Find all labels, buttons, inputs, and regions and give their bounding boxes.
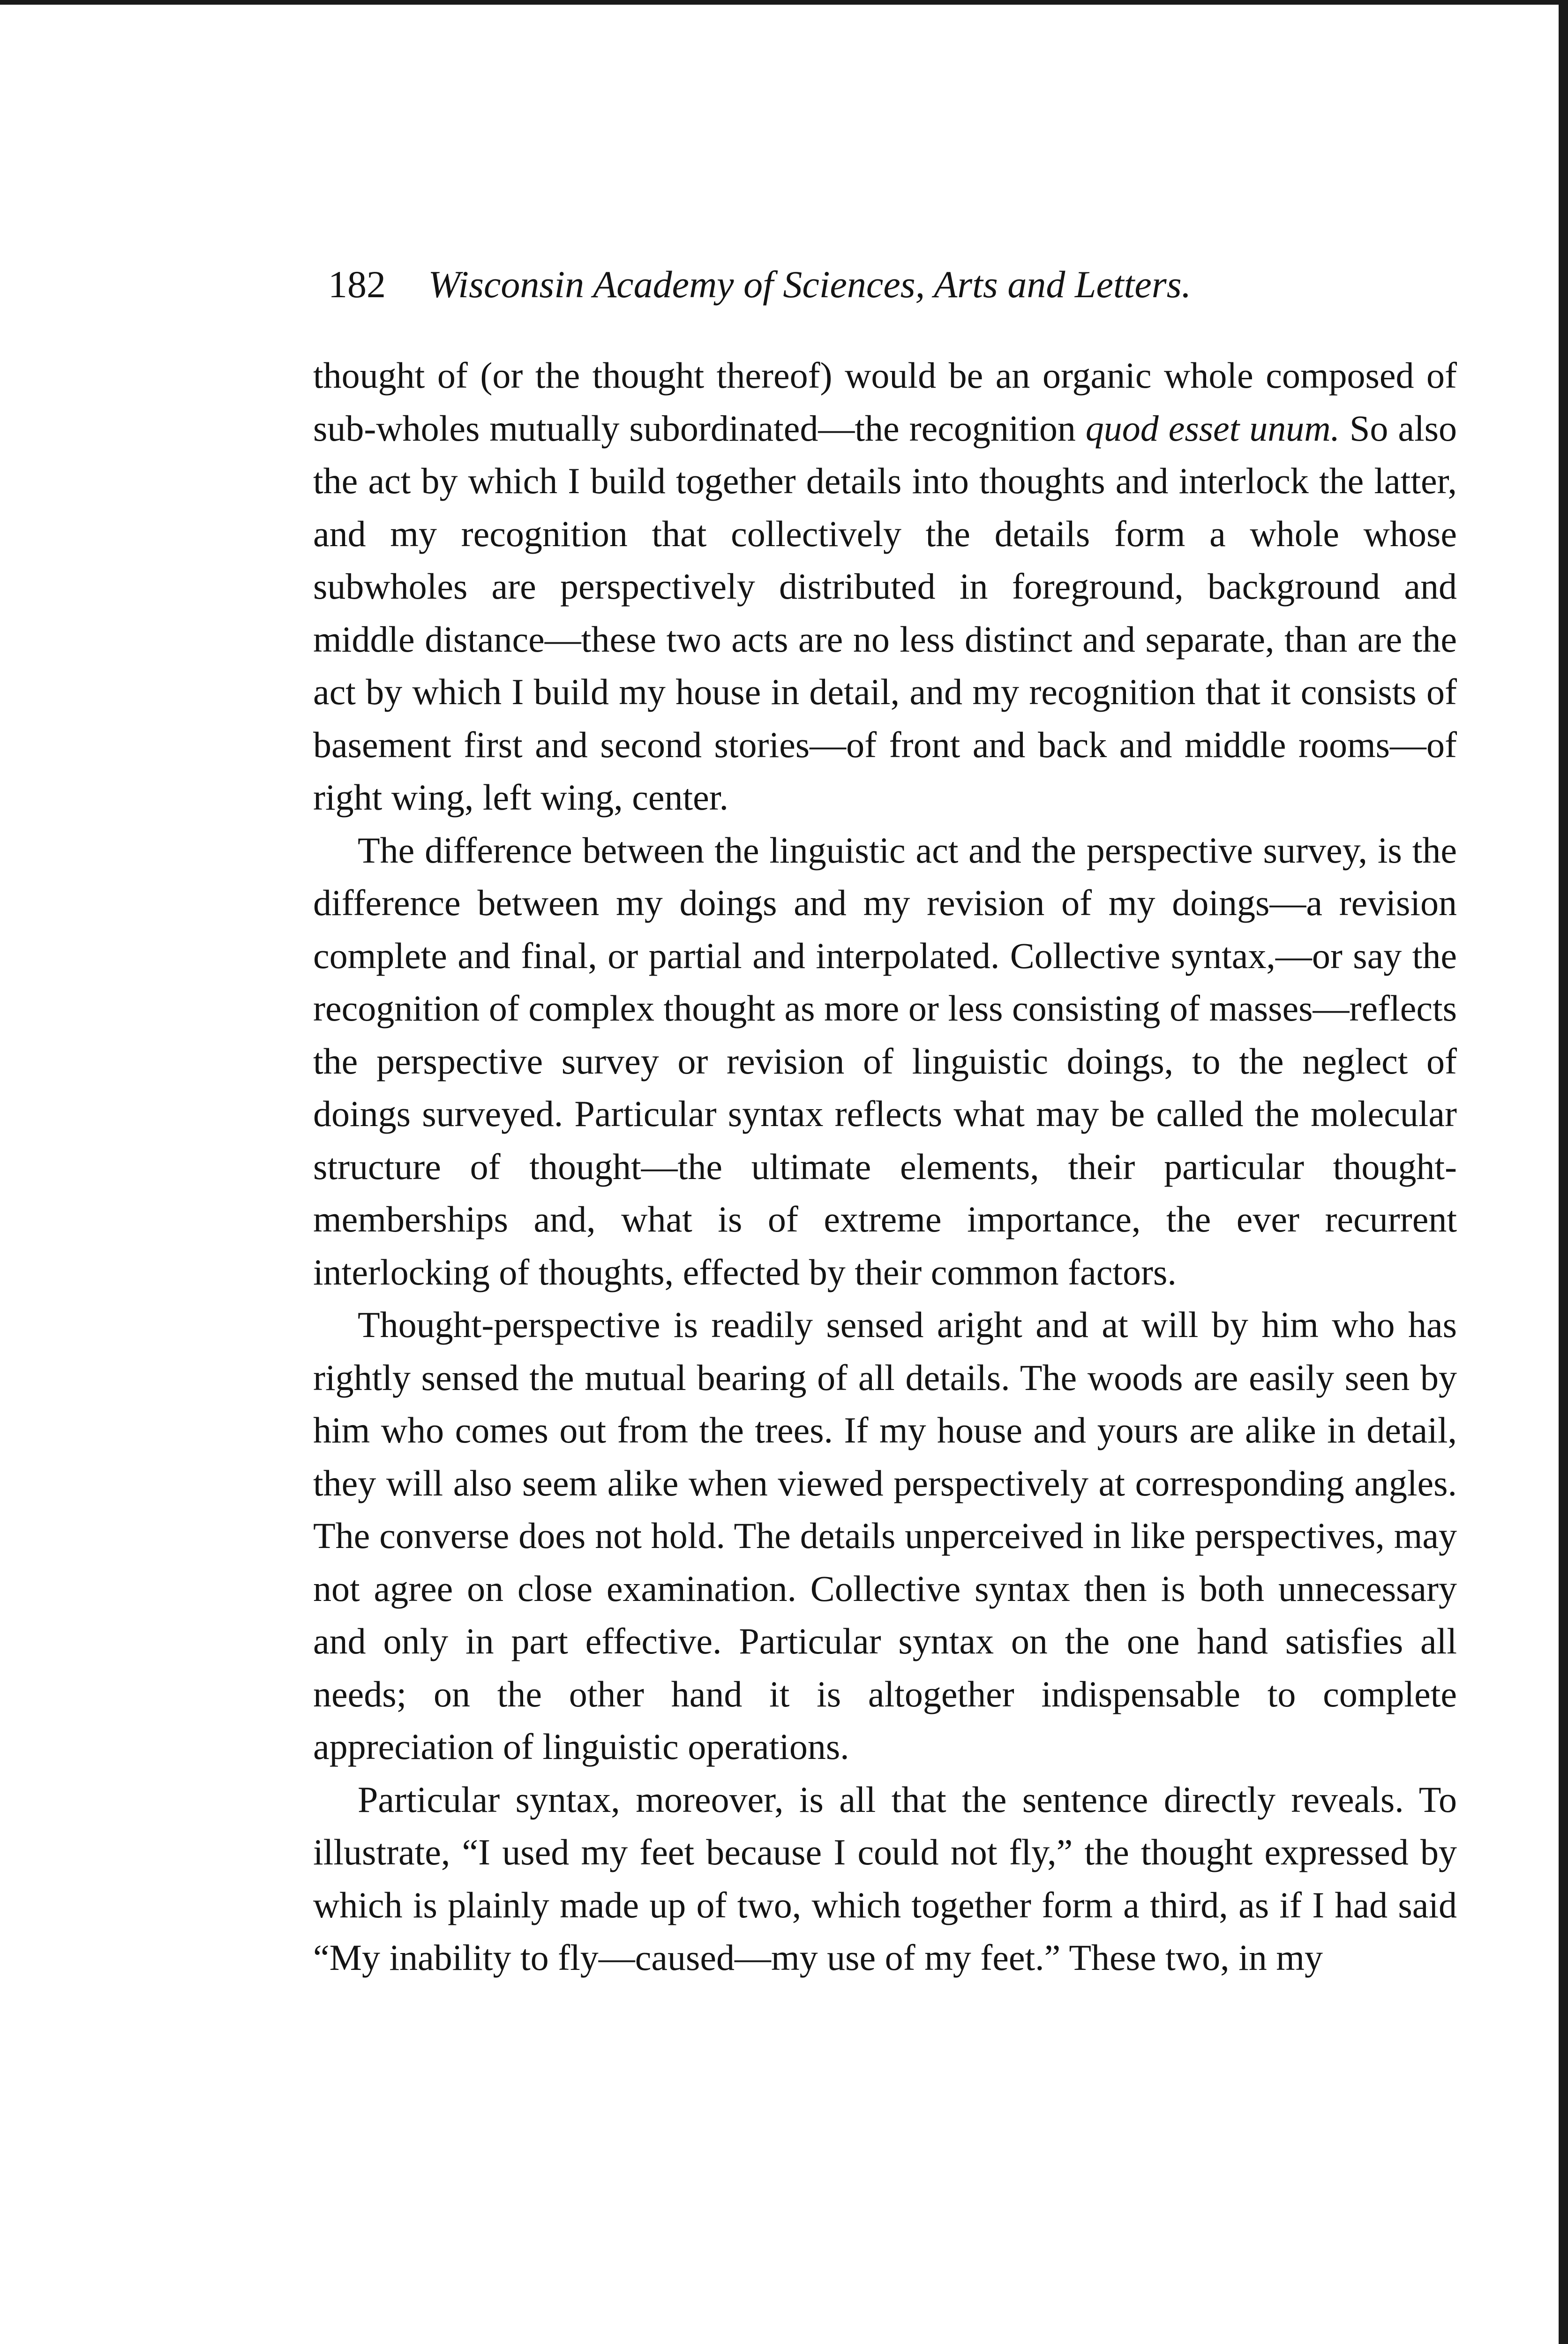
page-top-edge <box>0 0 1568 5</box>
paragraph-3: Thought-perspective is readily sensed aright and at will by him who has rightly sensed the mutual bearing of all details. The woods are easily seen by him who comes out from the trees. If my house and yours are alike in detail, they will also seem alike when viewed perspectively at corresponding angles. The converse does not hold. The details unperceived in like perspectives, may not agree on close examination. Collective syntax then is both unnecessary and only in part effective. Particular syntax on the one hand satisfies all needs; on the other hand it is altogether indispensable to complete appreciation of linguistic operations. <box>313 1304 1457 1767</box>
page-right-edge <box>1559 0 1568 2344</box>
paragraph-4: Particular syntax, moreover, is all that the sentence directly reveals. To illustrate, “I used my feet because I could not fly,” the thought expressed by which is plainly made up of two, which together form a third, as if I had said “My inability to fly—caused—my use of my feet.” These two, in my <box>313 1779 1457 1978</box>
running-title: Wisconsin Academy of Sciences, Arts and Letters. <box>428 263 1192 306</box>
page-header <box>328 259 1359 310</box>
page-number: 182 <box>328 263 386 306</box>
body-text <box>313 349 1457 1984</box>
paragraph-1-start: thought of (or the thought thereof) would be an organic whole composed of sub-wholes mutually subordinated—the recognition <box>313 355 1457 449</box>
paragraph-1 <box>313 349 1457 824</box>
paragraph-2: The difference between the linguistic act and the perspective survey, is the difference between my doings and my revision of my doings—a revision complete and final, or partial and interpolated. Collective syntax,—or say the recognition of complex thought as more or less consisting of masses—reflects the perspective survey or revision of linguistic doings, to the neglect of doings surveyed. Particular syntax reflects what may be called the molecular structure of thought—the ultimate elements, their particular thought-memberships and, what is of extreme importance, the ever recurrent interlocking of thoughts, effected by their common factors. <box>313 829 1457 1292</box>
latin-phrase: quod esset unum. <box>1085 407 1340 449</box>
paragraph-1-end: So also the act by which I build together details into thoughts and interlock the latter, and my recognition that collectively the details form a whole whose subwholes are perspectively distributed in foreground, background and middle distance—these two acts are no less distinct and separate, than are the act by which I build my house in detail, and my recognition that it consists of basement first and second stories—of front and back and middle rooms—of right wing, left wing, center. <box>313 407 1457 818</box>
